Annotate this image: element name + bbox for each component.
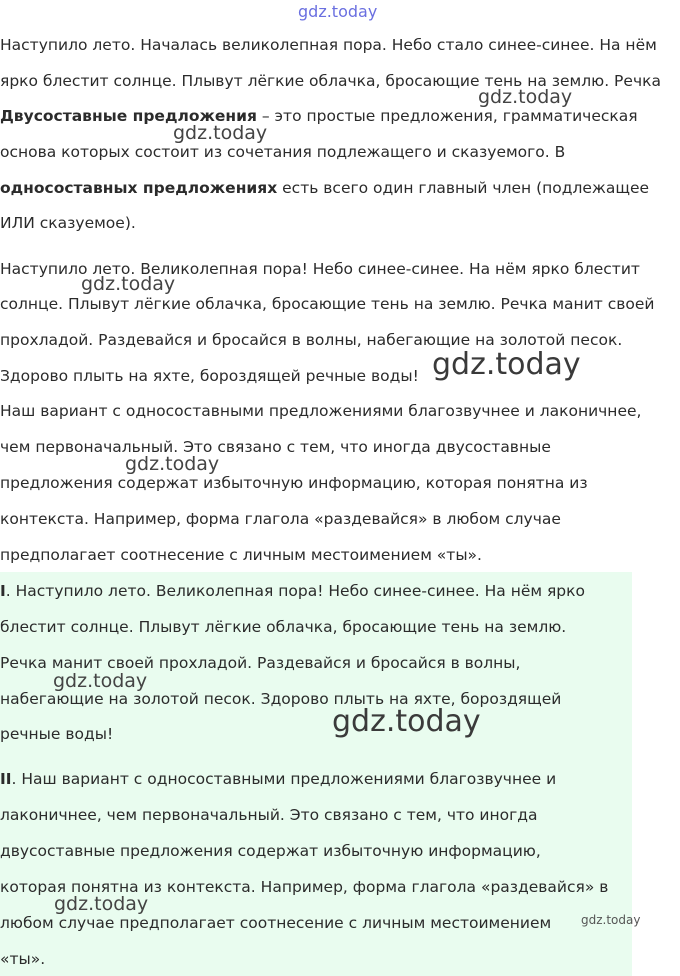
answer-part1-line: набегающие на золотой песок. Здорово плыть на яхте, бороздящей [0, 690, 562, 708]
marker-roman-2: II [0, 770, 12, 788]
answer-part2-line: двусоставные предложения содержат избыточную информацию, [0, 842, 541, 860]
definition-line: ИЛИ сказуемое). [0, 214, 136, 232]
watermark: gdz.today [54, 893, 149, 915]
intro-line: Наступило лето. Началась великолепная пора. Небо стало синее-синее. На нём [0, 36, 657, 54]
definition-line: основа которых состоит из сочетания подлежащего и сказуемого. В [0, 143, 566, 161]
watermark: gdz.today [581, 913, 641, 927]
answer-part1-line: I. Наступило лето. Великолепная пора! Небо синее-синее. На нём ярко [0, 582, 585, 600]
definition-line: односоставных предложениях есть всего один главный член (подлежащее [0, 179, 650, 197]
term-two-part: Двусоставные предложения [0, 107, 257, 125]
answer-part1-line: блестит солнце. Плывут лёгкие облачка, бросающие тень на землю. [0, 618, 567, 636]
comment-line: предполагает соотнесение с личным местоимением «ты». [0, 546, 482, 564]
answer-part2-line: лаконичнее, чем первоначальный. Это связано с тем, что иногда [0, 806, 538, 824]
marker-roman-1: I [0, 582, 6, 600]
watermark: gdz.today [125, 453, 220, 475]
definition-line: Двусоставные предложения – это простые предложения, грамматическая [0, 107, 638, 125]
rewrite-line: Наступило лето. Великолепная пора! Небо синее-синее. На нём ярко блестит [0, 260, 640, 278]
answer-part1-line: Речка манит своей прохладой. Раздевайся и бросайся в волны, [0, 654, 521, 672]
intro-line: ярко блестит солнце. Плывут лёгкие облачка, бросающие тень на землю. Речка [0, 72, 661, 90]
rewrite-line: солнце. Плывут лёгкие облачка, бросающие тень на землю. Речка манит своей [0, 295, 655, 313]
comment-line: чем первоначальный. Это связано с тем, что иногда двусоставные [0, 438, 551, 456]
rewrite-line: прохладой. Раздевайся и бросайся в волны, набегающие на золотой песок. [0, 331, 623, 349]
answer-part2-line: II. Наш вариант с односоставными предложениями благозвучнее и [0, 770, 557, 788]
comment-line: Наш вариант с односоставными предложениями благозвучнее и лаконичнее, [0, 402, 642, 420]
watermark: gdz.today [332, 704, 481, 739]
watermark: gdz.today [81, 273, 176, 295]
watermark: gdz.today [53, 670, 148, 692]
watermark: gdz.today [173, 122, 268, 144]
watermark: gdz.today [432, 347, 581, 382]
answer-part2-line: которая понятна из контекста. Например, форма глагола «раздевайся» в [0, 878, 609, 896]
rewrite-line: Здорово плыть на яхте, бороздящей речные воды! [0, 367, 419, 385]
answer-part1-line: речные воды! [0, 725, 114, 743]
comment-line: предложения содержат избыточную информацию, которая понятна из [0, 474, 588, 492]
answer-part2-line: любом случае предполагает соотнесение с личным местоимением [0, 914, 552, 932]
watermark: gdz.today [478, 86, 573, 108]
watermark-top: gdz.today [298, 2, 378, 21]
comment-line: контекста. Например, форма глагола «раздевайся» в любом случае [0, 510, 561, 528]
answer-part2-line: «ты». [0, 950, 46, 968]
term-one-part: односоставных предложениях [0, 179, 278, 197]
